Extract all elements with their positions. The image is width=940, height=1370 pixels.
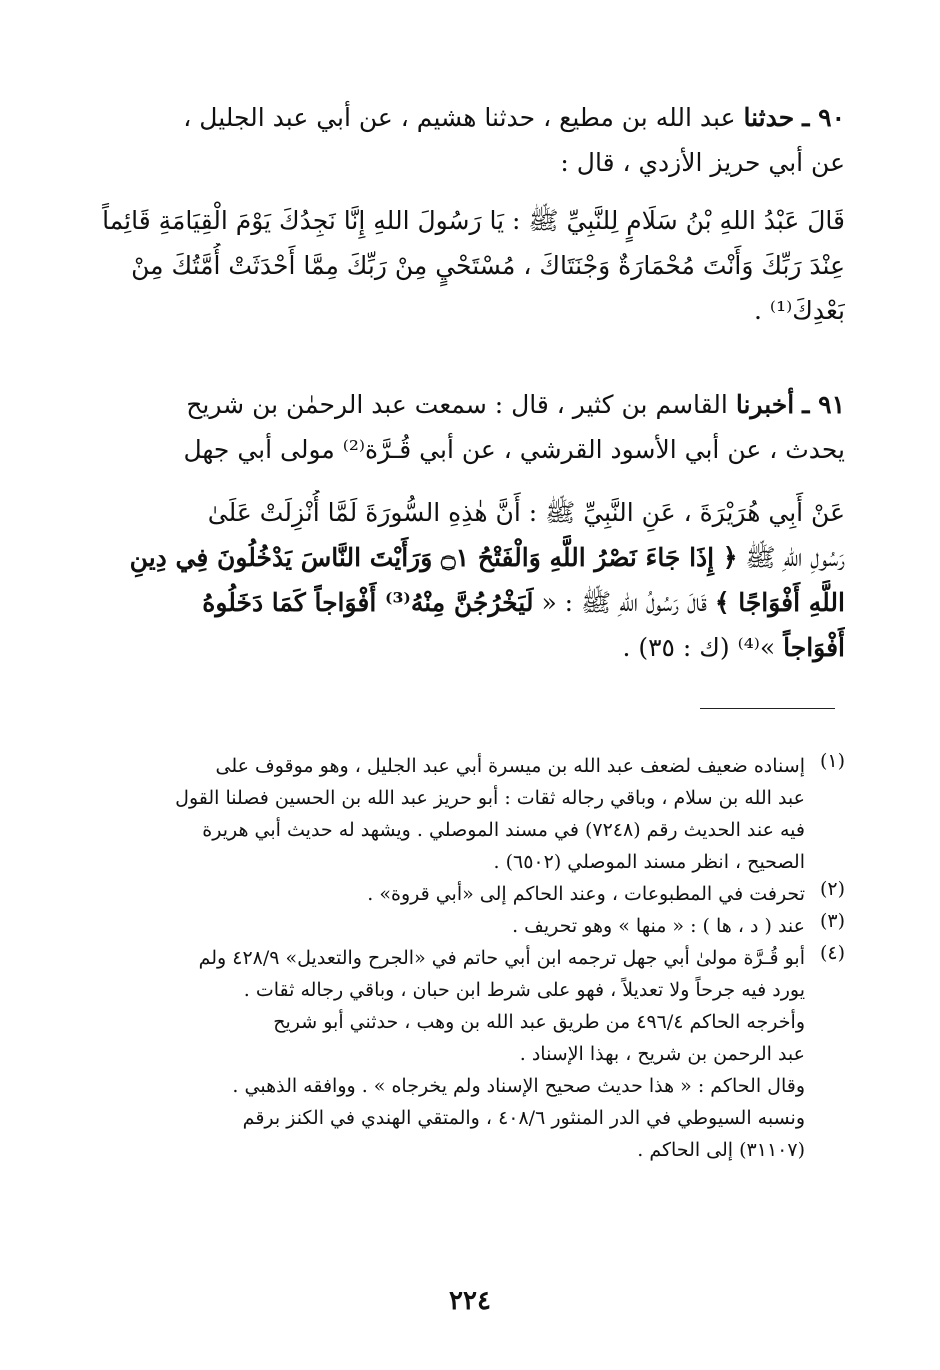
footnote-marker: (١)	[819, 750, 845, 772]
page-number: ٢٢٤	[449, 1286, 491, 1316]
footnote-marker: (٤)	[819, 942, 845, 964]
footnote-line: عبد الرحمن بن شريح ، بهذا الإسناد .	[519, 1043, 805, 1065]
footnote-line: (٣١١٠٧) إلى الحاكم .	[637, 1139, 805, 1161]
hadith-91-reference: »⁽⁴⁾ (ك : ٣٥) .	[622, 633, 776, 662]
footnote-line: عبد الله بن سلام ، وباقي رجاله ثقات : أبو حريز عبد الله بن الحسين فصلنا القول	[175, 787, 805, 809]
footnote-1	[75, 750, 845, 878]
hadith-91-text	[75, 490, 845, 670]
footnote-line: تحرفت في المطبوعات ، وعند الحاكم إلى «أبي قروة» .	[367, 883, 805, 905]
footnote-line: وأخرجه الحاكم ٤٩٦/٤ من طريق عبد الله بن وهب ، حدثني أبو شريح	[273, 1011, 805, 1033]
hadith-91-chain-text: القاسم بن كثير ، قال : سمعت عبد الرحمٰن بن شريح	[186, 390, 728, 419]
hadith-90-text-line-1: قَالَ عَبْدُ اللهِ بْنُ سَلَامٍ لِلنَّبِيِّ ﷺ : يَا رَسُولَ اللهِ إِنَّا نَجِدُكَ يَوْمَ الْقِيَامَةِ قَائِماً	[102, 206, 845, 235]
hadith-91-text-segment: رَسُولِ اللهِ ﷺ	[745, 543, 845, 572]
hadith-91-line-1	[75, 382, 845, 427]
hadith-90-line-2: عن أبي حريز الأزدي ، قال :	[560, 148, 845, 177]
footnote-marker: (٢)	[819, 878, 845, 900]
hadith-91-lead-word: أخبرنا	[735, 390, 795, 419]
hadith-90-line-1	[75, 95, 845, 140]
hadith-90-number: ٩٠ ـ	[802, 103, 845, 132]
hadith-91-text-line-3	[75, 580, 845, 625]
hadith-90-text-line-3: بَعْدِكَ⁽¹⁾ .	[754, 296, 845, 325]
hadith-91-quote: لَيَخْرُجُنَّ مِنْهُ⁽³⁾ أَفْوَاجاً كَمَا دَخَلُوهُ	[202, 588, 534, 617]
hadith-90-chain-text: عبد الله بن مطيع ، حدثنا هشيم ، عن أبي عبد الجليل ،	[183, 103, 736, 132]
hadith-90-text	[75, 198, 845, 333]
hadith-91-quote-end: أَفْوَاجاً	[783, 633, 845, 662]
footnotes	[75, 750, 845, 1166]
hadith-91-text-line-1: عَنْ أَبِي هُرَيْرَةَ ، عَنِ النَّبِيِّ ﷺ : أَنَّ هٰذِهِ السُّورَةَ لَمَّا أُنْزِلَتْ عَلَىٰ	[207, 498, 845, 527]
footnote-marker: (٣)	[819, 910, 845, 932]
footnote-line: فيه عند الحديث رقم (٧٢٤٨) في مسند الموصلي . ويشهد له حديث أبي هريرة	[202, 819, 805, 841]
hadith-91-text-line-4	[75, 625, 845, 670]
footnote-3	[75, 910, 845, 942]
footnote-4	[75, 942, 845, 1166]
footnote-2	[75, 878, 845, 910]
footnote-line: ونسبه السيوطي في الدر المنثور ٤٠٨/٦ ، والمتقي الهندي في الكنز برقم	[242, 1107, 805, 1129]
footnote-line: عند ( د ، ها ) : « منها » وهو تحريف .	[512, 915, 805, 937]
footnote-line: الصحيح ، انظر مسند الموصلي (٦٥٠٢) .	[493, 851, 805, 873]
hadith-91-text-segment: قَالَ رَسُولُ اللهِ ﷺ : «	[541, 588, 707, 617]
footnote-line: يورد فيه جرحاً ولا تعديلاً ، فهو على شرط ابن حبان ، وباقي رجاله ثقات .	[243, 979, 805, 1001]
quran-verse: ﴿ إِذَا جَاءَ نَصْرُ اللَّهِ وَالْفَتْحُ ۝١ وَرَأَيْتَ النَّاسَ يَدْخُلُونَ فِي دِينِ	[129, 543, 738, 572]
hadith-90-text-line-2: عِنْدَ رَبِّكَ وَأَنْتَ مُحْمَارَةٌ وَجْنَتَاكَ ، مُسْتَحْيٍ مِنْ رَبِّكَ مِمَّا أَحْدَثَتْ أُمَّتُكَ مِنْ	[131, 251, 845, 280]
hadith-90-lead-word: حدثنا	[743, 103, 795, 132]
hadith-91-text-line-2	[75, 535, 845, 580]
hadith-90-chain	[75, 95, 845, 185]
quran-verse-end: اللَّهِ أَفْوَاجًا ﴾	[714, 588, 845, 617]
footnote-line: إسناده ضعيف لضعف عبد الله بن ميسرة أبي عبد الجليل ، وهو موقوف على	[215, 755, 805, 777]
hadith-91-chain	[75, 382, 845, 472]
footnote-separator	[700, 708, 835, 709]
footnote-line: وقال الحاكم : « هذا حديث صحيح الإسناد ولم يخرجاه » . ووافقه الذهبي .	[232, 1075, 805, 1097]
hadith-91-line-2: يحدث ، عن أبي الأسود القرشي ، عن أبي قُـرَّة⁽²⁾ مولى أبي جهل	[183, 435, 845, 464]
hadith-91-number: ٩١ ـ	[802, 390, 845, 419]
footnote-line: أبو قُـرَّة مولىٰ أبي جهل ترجمه ابن أبي حاتم في «الجرح والتعديل» ٤٢٨/٩ ولم	[198, 947, 805, 969]
